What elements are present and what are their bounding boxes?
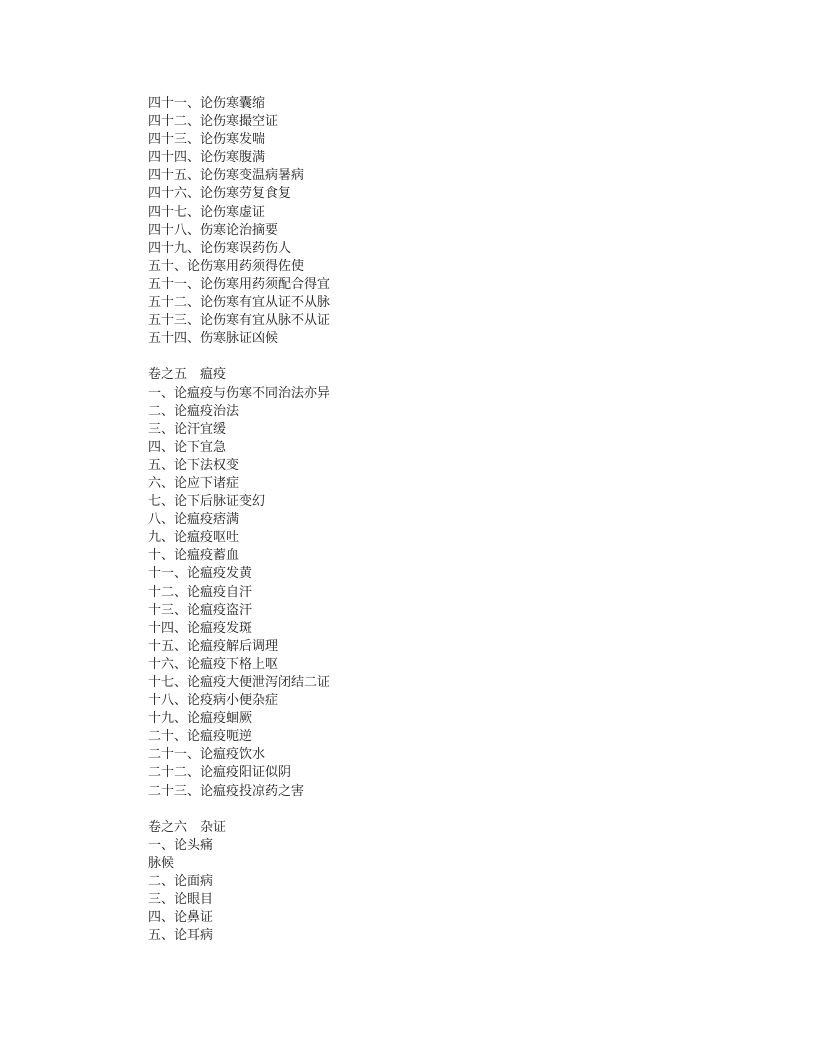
toc-entry: 二、论瘟疫治法: [148, 403, 240, 419]
toc-entry: 四十六、论伤寒劳复食复: [148, 186, 292, 202]
toc-entry: 十八、论疫病小便杂症: [148, 693, 279, 709]
toc-entry: 二十三、论瘟疫投凉药之害: [148, 783, 305, 799]
toc-entry: 一、论瘟疫与伤寒不同治法亦异: [148, 385, 331, 401]
toc-entry: 五十三、论伤寒有宜从脉不从证: [148, 313, 331, 329]
toc-entry: 七、论下后脉证变幻: [148, 494, 266, 510]
toc-entry: 四、论鼻证: [148, 910, 214, 926]
toc-entry: 五十、论伤寒用药须得佐使: [148, 258, 305, 274]
toc-entry: 十六、论瘟疫下格上呕: [148, 656, 279, 672]
toc-entry: 五十四、伤寒脉证凶候: [148, 331, 279, 347]
toc-entry: 六、论应下诸症: [148, 475, 240, 491]
toc-entry: 五、论耳病: [148, 928, 214, 944]
toc-entry: 四十三、论伤寒发喘: [148, 132, 266, 148]
toc-entry: 十、论瘟疫蓄血: [148, 548, 240, 564]
toc-entry: 九、论瘟疫呕吐: [148, 530, 240, 546]
toc-entry: 五十一、论伤寒用药须配合得宜: [148, 276, 331, 292]
blank-line: [148, 348, 330, 366]
toc-entry: 五、论下法权变: [148, 457, 240, 473]
section-shanghan-continued: [148, 95, 330, 348]
toc-entry: 二十、论瘟疫呃逆: [148, 729, 253, 745]
toc-entry: 四十四、论伤寒腹满: [148, 150, 266, 166]
toc-entry: 十四、论瘟疫发斑: [148, 620, 253, 636]
toc-entry: 二、论面病: [148, 874, 214, 890]
toc-entry: 十九、论瘟疫蛔厥: [148, 711, 253, 727]
section-heading: 卷之五 瘟疫: [148, 367, 227, 383]
toc-entry: 十五、论瘟疫解后调理: [148, 638, 279, 654]
toc-entry: 一、论头痛: [148, 837, 214, 853]
toc-entry: 四十九、论伤寒误药伤人: [148, 240, 292, 256]
toc-entry: 二十一、论瘟疫饮水: [148, 747, 266, 763]
toc-entry: 脉候: [148, 855, 175, 871]
toc-entry: 三、论眼目: [148, 892, 214, 908]
toc-entry: 五十二、论伤寒有宜从证不从脉: [148, 295, 331, 311]
toc-entry: 十一、论瘟疫发黄: [148, 566, 253, 582]
toc-entry: 三、论汗宜缓: [148, 421, 227, 437]
toc-entry: 二十二、论瘟疫阳证似阴: [148, 765, 292, 781]
toc-entry: 四十二、论伤寒撮空证: [148, 114, 279, 130]
toc-entry: 八、论瘟疫痞满: [148, 512, 240, 528]
toc-entry: 四十八、伤寒论治摘要: [148, 222, 279, 238]
toc-entry: 四十七、论伤寒虚证: [148, 204, 266, 220]
section-wenyi: [148, 366, 330, 800]
toc-entry: 四十一、论伤寒囊缩: [148, 96, 266, 111]
blank-line: [148, 801, 330, 819]
toc-entry: 十二、论瘟疫自汗: [148, 584, 253, 600]
toc-entry: 十三、论瘟疫盗汗: [148, 602, 253, 618]
document-page: [148, 95, 330, 945]
toc-entry: 四、论下宜急: [148, 439, 227, 455]
section-heading: 卷之六 杂证: [148, 819, 227, 835]
toc-entry: 四十五、论伤寒变温病暑病: [148, 168, 305, 184]
section-zazheng: [148, 819, 330, 946]
toc-entry: 十七、论瘟疫大便泄泻闭结二证: [148, 675, 331, 690]
